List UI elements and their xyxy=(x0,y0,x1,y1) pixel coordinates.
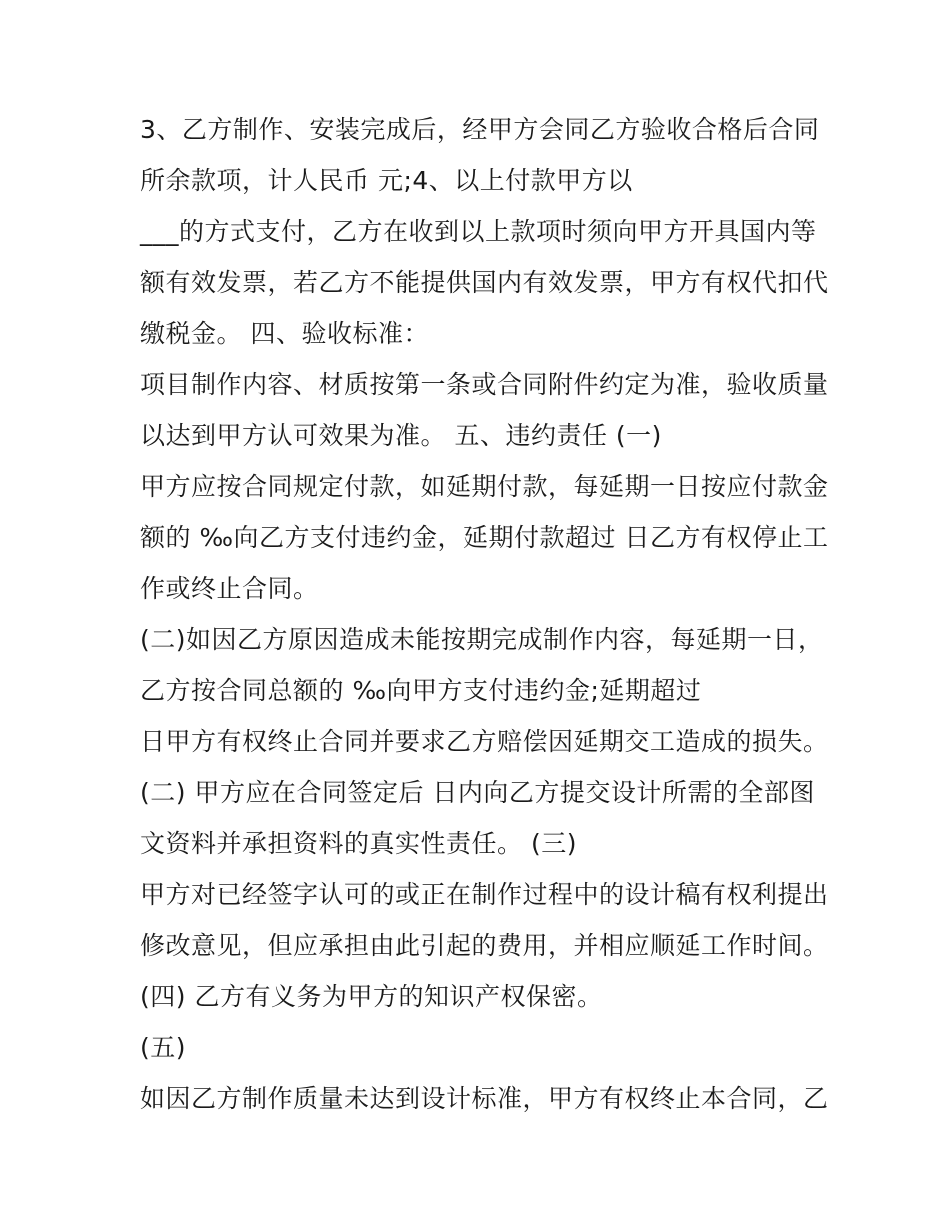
text-line: 缴税金。 四、验收标准： xyxy=(140,319,429,348)
text-line: 以达到甲方认可效果为准。 五、违约责任 (一) xyxy=(140,421,662,450)
text-line: 文资料并承担资料的真实性责任。 (三) xyxy=(140,829,577,858)
text-line: 日甲方有权终止合同并要求乙方赔偿因延期交工造成的损失。 xyxy=(140,727,829,756)
text-line: 甲方应按合同规定付款，如延期付款，每延期一日按应付款金 xyxy=(140,472,829,501)
text-line: 修改意见，但应承担由此引起的费用，并相应顺延工作时间。 xyxy=(140,931,829,960)
text-line: ___的方式支付，乙方在收到以上款项时须向甲方开具国内等 xyxy=(140,217,817,246)
text-line: (五) xyxy=(140,1033,187,1062)
text-line: (二) 甲方应在合同签定后 日内向乙方提交设计所需的全部图 xyxy=(140,778,815,807)
text-line: (四) 乙方有义务为甲方的知识产权保密。 xyxy=(140,982,603,1011)
text-line: (二)如因乙方原因造成未能按期完成制作内容，每延期一日， xyxy=(140,625,824,654)
text-line: 项目制作内容、材质按第一条或合同附件约定为准，验收质量 xyxy=(140,370,829,399)
text-line: 作或终止合同。 xyxy=(140,574,319,603)
text-line: 额的 ‰向乙方支付违约金，延期付款超过 日乙方有权停止工 xyxy=(140,523,829,552)
text-line: 乙方按合同总额的 ‰向甲方支付违约金;延期超过 xyxy=(140,676,702,705)
text-line: 甲方对已经签字认可的或正在制作过程中的设计稿有权利提出 xyxy=(140,880,829,909)
text-line: 如因乙方制作质量未达到设计标准，甲方有权终止本合同，乙 xyxy=(140,1084,829,1113)
text-line: 额有效发票，若乙方不能提供国内有效发票，甲方有权代扣代 xyxy=(140,268,829,297)
text-line: 所余款项，计人民币 元;4、以上付款甲方以 xyxy=(140,166,633,195)
text-line: 3、乙方制作、安装完成后，经甲方会同乙方验收合格后合同 xyxy=(140,115,820,144)
